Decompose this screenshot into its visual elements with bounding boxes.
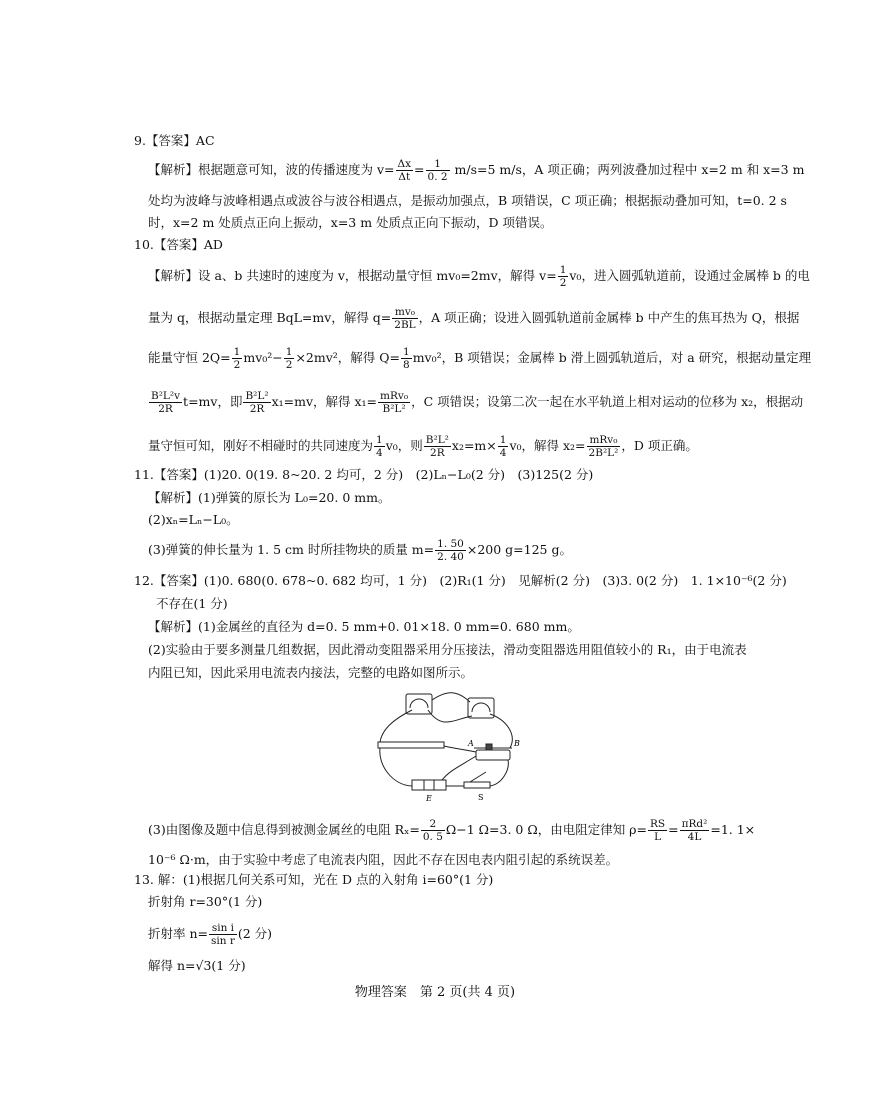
q11-line-2: (2)xₙ=Lₙ−L₀。 [148, 512, 239, 527]
q10-line-4: $\frac{\text{B²L²v}}{2R}$ t=mv，即 $\frac{\text{B²L²}}{2R}$ x₁=mv，解得 x₁= $\frac{\text{mRv₀}}{\text{B²L²}}$ ，C 项错误；设第二次一起在水平轨道上相对运动的位移为 x₂，根据动 [151, 390, 804, 415]
fraction: $\frac{\text{πRd²}}{4L}$ [681, 818, 708, 843]
fraction: $\frac{\text{sin i}}{\text{sin r}}$ [211, 922, 235, 947]
fraction: $\frac{2}{0. 5}$ [422, 818, 443, 843]
page-footer: 物理答案 第 2 页(共 4 页) [354, 985, 516, 1000]
q12-answer-line-2: 不存在(1 分) [156, 596, 228, 611]
switch-icon [464, 782, 490, 788]
fraction: $\frac{1}{2}$ [285, 346, 293, 371]
battery-icon [412, 780, 446, 790]
q12-line-3: 内阻已知，因此采用电流表内接法，完整的电路如图所示。 [148, 665, 474, 680]
label-b: B [514, 739, 520, 748]
q12-line-2: (2)实验由于要多测量几组数据，因此滑动变阻器采用分压接法，滑动变阻器选用阻值较小的 R₁，由于电流表 [148, 642, 747, 657]
fraction: $\frac{\text{mRv₀}}{\text{B²L²}}$ [380, 390, 409, 415]
q10-answer: 10.【答案】AD [134, 237, 223, 252]
metal-wire-board [378, 742, 444, 748]
fraction: $\frac{\text{mv₀}}{2BL}$ [394, 306, 416, 331]
fraction: $\frac{\text{mRv₀}}{\text{2B²L²}}$ [588, 434, 619, 459]
ammeter-icon [468, 698, 494, 718]
label-s: S [478, 793, 484, 802]
q12-line-4: (3)由图像及题中信息得到被测金属丝的电阻 Rₓ= $\frac{2}{0. 5}$ Ω−1 Ω=3. 0 Ω，由电阻定律知 ρ= $\frac{RS}{L}$ = $\frac{\text{πRd²}}{4L}$ =1. 1× [148, 818, 756, 843]
fraction: $\frac{1}{4}$ [499, 434, 507, 459]
q13-line-3: 折射率 n= $\frac{\text{sin i}}{\text{sin r}}$ (2 分) [148, 922, 273, 947]
fraction: $\frac{1}{0. 2}$ [427, 158, 448, 183]
q9-answer: 9.【答案】AC [134, 133, 215, 148]
q13-line-4: 解得 n=√3(1 分) [148, 958, 246, 973]
q12-answer: 12.【答案】(1)0. 680(0. 678~0. 682 均可，1 分) (2)R₁(1 分) 见解析(2 分) (3)3. 0(2 分) 1. 1×10⁻⁶(2 分) [134, 573, 787, 588]
q9-line-3: 时，x=2 m 处质点正向上振动，x=3 m 处质点正向下振动，D 项错误。 [148, 215, 553, 230]
rheostat-icon [476, 750, 510, 760]
fraction: $\frac{1}{2}$ [233, 346, 241, 371]
q13-line-2: 折射角 r=30°(1 分) [148, 894, 263, 909]
q11-line-3: (3)弹簧的伸长量为 1. 5 cm 时所挂物块的质量 m= $\frac{1. 50}{2. 40}$ ×200 g=125 g。 [148, 538, 572, 563]
q12-line-1: 【解析】(1)金属丝的直径为 d=0. 5 mm+0. 01×18. 0 mm=0. 680 mm。 [148, 619, 580, 634]
q10-line-3: 能量守恒 2Q= $\frac{1}{2}$ mv₀²− $\frac{1}{2}$ ×2mv²，解得 Q= $\frac{1}{8}$ mv₀²，B 项错误；金属棒 b 滑上圆弧轨道后，对 a 研究，根据动量定理 [148, 346, 812, 371]
fraction: $\frac{\text{B²L²}}{2R}$ [245, 390, 269, 415]
fraction: $\frac{1. 50}{2. 40}$ [437, 538, 464, 563]
fraction: $\frac{\text{B²L²}}{2R}$ [425, 434, 449, 459]
fraction: $\frac{1}{4}$ [376, 434, 383, 459]
fraction: $\frac{1}{2}$ [559, 264, 567, 289]
fraction: $\frac{\text{B²L²v}}{2R}$ [151, 390, 181, 415]
q13-line-1: 13. 解：(1)根据几何关系可知，光在 D 点的入射角 i=60°(1 分) [134, 872, 494, 887]
circuit-diagram [372, 690, 530, 802]
q12-line-5: 10⁻⁶ Ω·m，由于实验中考虑了电流表内阻，因此不存在因电表内阻引起的系统误差。 [148, 852, 619, 867]
q10-line-1: 【解析】设 a、b 共速时的速度为 v，根据动量守恒 mv₀=2mv，解得 v= $\frac{1}{2}$ v₀，进入圆弧轨道前，设通过金属棒 b 的电 [148, 264, 810, 289]
q10-line-5: 量守恒可知，刚好不相碰时的共同速度为 $\frac{1}{4}$ v₀，则 $\frac{\text{B²L²}}{2R}$ x₂=m× $\frac{1}{4}$ v₀，解得 x₂= $\frac{\text{mRv₀}}{\text{2B²L²}}$ ，D 项正确。 [148, 434, 698, 459]
q10-line-2: 量为 q，根据动量定理 BqL=mv，解得 q= $\frac{\text{mv₀}}{2BL}$ ，A 项正确；设进入圆弧轨道前金属棒 b 中产生的焦耳热为 Q，根据 [148, 306, 800, 331]
fraction: $\frac{1}{8}$ [403, 346, 410, 371]
label-a: A [468, 739, 474, 748]
q9-line-2: 处均为波峰与波峰相遇点或波谷与波谷相遇点，是振动加强点，B 项错误，C 项正确；根据振动叠加可知，t=0. 2 s [148, 193, 787, 208]
label-e: E [426, 794, 432, 802]
q11-line-1: 【解析】(1)弹簧的原长为 L₀=20. 0 mm。 [148, 490, 391, 505]
fraction: $\frac{RS}{L}$ [650, 818, 666, 843]
fraction: $\frac{\Delta x}{\Delta t}$ [397, 158, 412, 183]
q9-line-1: 【解析】根据题意可知，波的传播速度为 v= $\frac{\Delta x}{\Delta t}$ = $\frac{1}{0. 2}$ m/s=5 m/s，A 项正确；两列波叠加过程中 x=2 m 和 x=3 m [148, 158, 805, 183]
q11-answer: 11.【答案】(1)20. 0(19. 8~20. 2 均可，2 分) (2)Lₙ−L₀(2 分) (3)125(2 分) [134, 467, 594, 482]
